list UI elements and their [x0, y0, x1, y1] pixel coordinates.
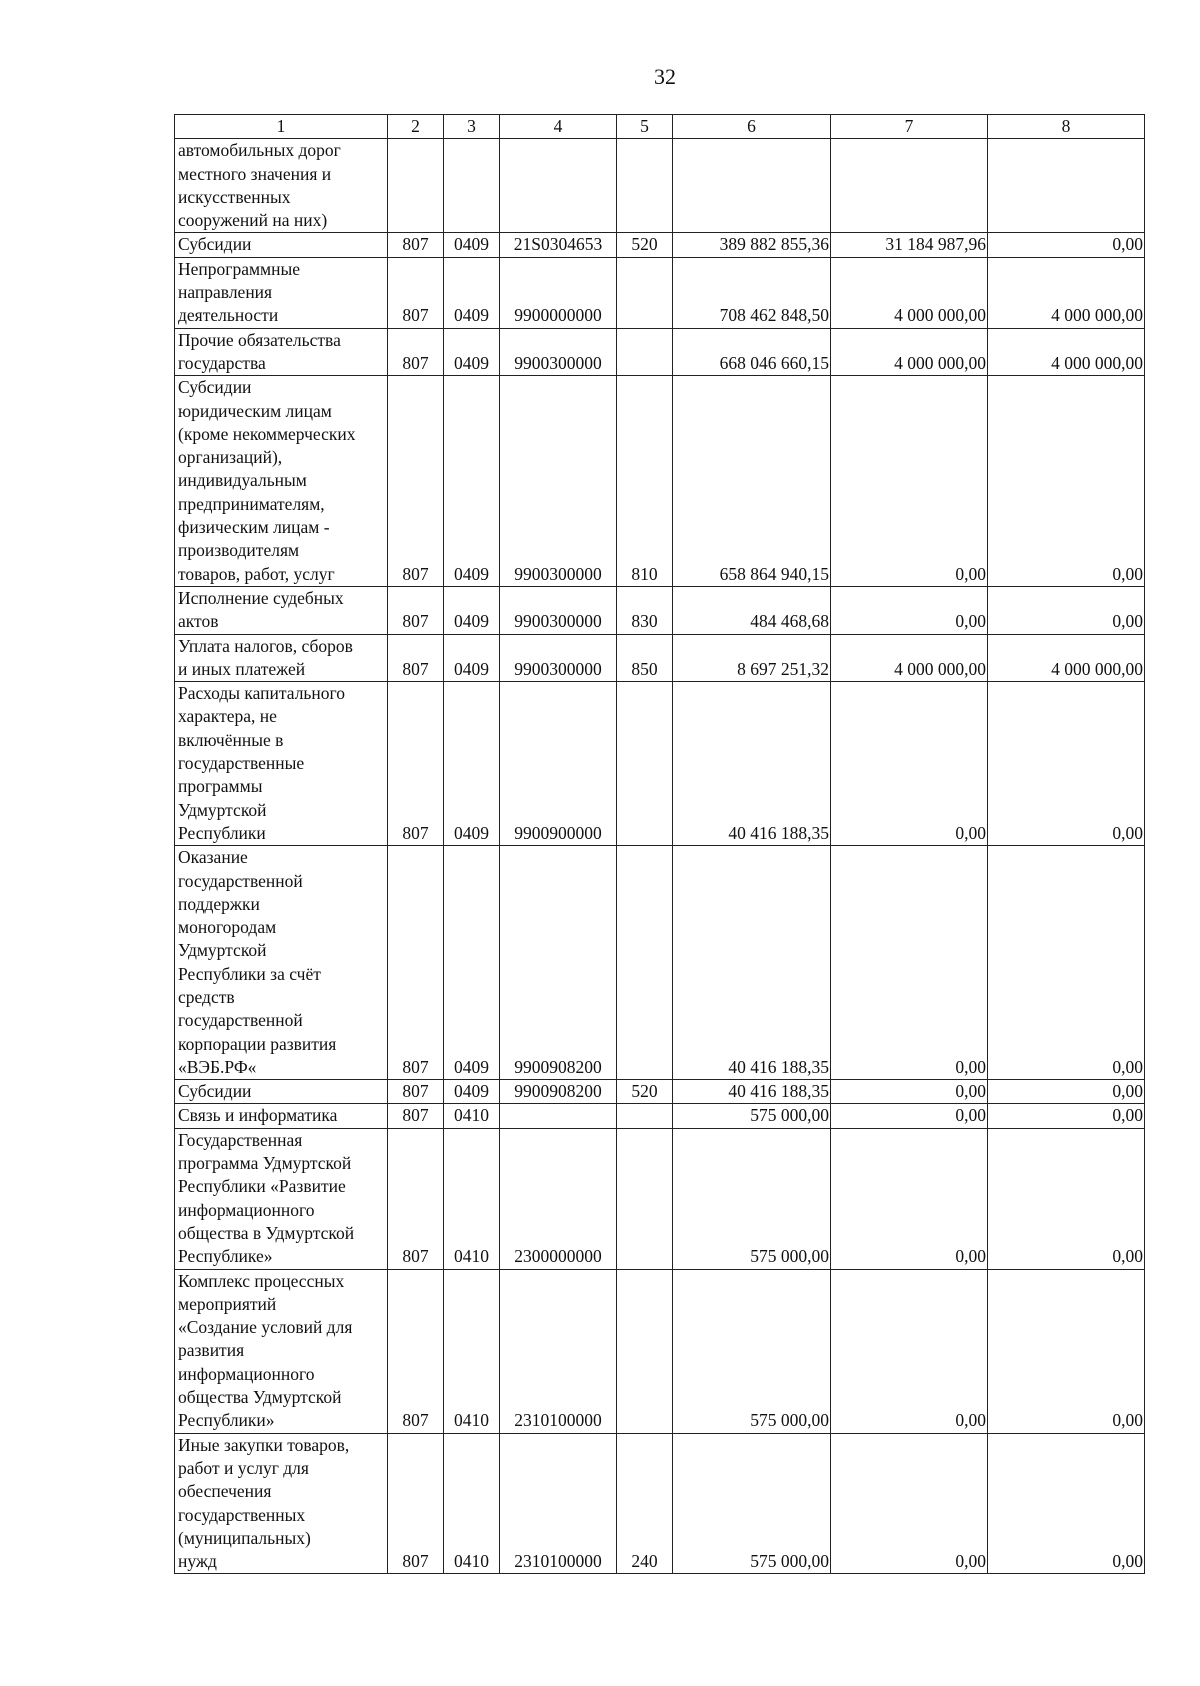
cell-amount-col7: 4 000 000,00	[831, 634, 988, 682]
table-row	[175, 586, 1145, 634]
cell-ministry-code: 807	[388, 1269, 444, 1433]
cell-section-code: 0409	[444, 257, 500, 328]
column-header-6: 6	[673, 115, 831, 139]
cell-amount-col6: 668 046 660,15	[673, 328, 831, 376]
cell-ministry-code: 807	[388, 328, 444, 376]
cell-expense-type	[617, 846, 673, 1080]
cell-section-code: 0409	[444, 586, 500, 634]
cell-section-code: 0409	[444, 634, 500, 682]
cell-expense-type	[617, 1128, 673, 1269]
cell-amount-col6: 40 416 188,35	[673, 682, 831, 846]
column-header-3: 3	[444, 115, 500, 139]
column-header-7: 7	[831, 115, 988, 139]
cell-section-code	[444, 139, 500, 233]
cell-amount-col6: 484 468,68	[673, 586, 831, 634]
cell-section-code: 0410	[444, 1269, 500, 1433]
column-header-1: 1	[175, 115, 388, 139]
cell-name: Субсидии	[175, 233, 388, 257]
cell-name: Иные закупки товаров, работ и услуг для обеспечения государственных (муниципальных) нужд	[175, 1433, 388, 1574]
column-header-2: 2	[388, 115, 444, 139]
cell-amount-col7: 0,00	[831, 586, 988, 634]
cell-name: Субсидии	[175, 1080, 388, 1104]
cell-expense-type	[617, 328, 673, 376]
table-row	[175, 846, 1145, 1080]
cell-amount-col6: 575 000,00	[673, 1128, 831, 1269]
cell-amount-col7	[831, 139, 988, 233]
cell-amount-col6: 389 882 855,36	[673, 233, 831, 257]
table-row	[175, 376, 1145, 587]
cell-amount-col8	[988, 139, 1145, 233]
cell-amount-col6: 575 000,00	[673, 1104, 831, 1128]
cell-target-article: 2300000000	[500, 1128, 617, 1269]
cell-amount-col7: 0,00	[831, 1104, 988, 1128]
cell-amount-col6: 40 416 188,35	[673, 846, 831, 1080]
cell-target-article: 2310100000	[500, 1269, 617, 1433]
cell-amount-col8: 0,00	[988, 233, 1145, 257]
cell-amount-col6: 708 462 848,50	[673, 257, 831, 328]
cell-name: Уплата налогов, сборов и иных платежей	[175, 634, 388, 682]
cell-ministry-code: 807	[388, 1104, 444, 1128]
cell-ministry-code: 807	[388, 1128, 444, 1269]
table-row	[175, 328, 1145, 376]
cell-amount-col8: 4 000 000,00	[988, 257, 1145, 328]
cell-target-article: 9900900000	[500, 682, 617, 846]
column-header-4: 4	[500, 115, 617, 139]
cell-amount-col6: 658 864 940,15	[673, 376, 831, 587]
cell-name: Расходы капитального характера, не включённые в государственные программы Удмуртской Республики	[175, 682, 388, 846]
cell-expense-type: 240	[617, 1433, 673, 1574]
cell-target-article: 9900300000	[500, 634, 617, 682]
cell-expense-type: 520	[617, 1080, 673, 1104]
cell-amount-col7: 0,00	[831, 846, 988, 1080]
table-row	[175, 1104, 1145, 1128]
table-body	[175, 115, 1145, 1574]
cell-name: Непрограммные направления деятельности	[175, 257, 388, 328]
cell-expense-type	[617, 682, 673, 846]
column-header-8: 8	[988, 115, 1145, 139]
table-row	[175, 1128, 1145, 1269]
cell-amount-col7: 0,00	[831, 1433, 988, 1574]
cell-section-code: 0409	[444, 233, 500, 257]
cell-ministry-code: 807	[388, 1080, 444, 1104]
cell-amount-col6: 575 000,00	[673, 1269, 831, 1433]
cell-amount-col8: 0,00	[988, 1433, 1145, 1574]
cell-expense-type	[617, 1104, 673, 1128]
cell-section-code: 0410	[444, 1128, 500, 1269]
column-header-5: 5	[617, 115, 673, 139]
cell-expense-type	[617, 257, 673, 328]
cell-amount-col8: 4 000 000,00	[988, 328, 1145, 376]
cell-section-code: 0410	[444, 1433, 500, 1574]
cell-amount-col7: 0,00	[831, 682, 988, 846]
cell-expense-type: 520	[617, 233, 673, 257]
cell-target-article: 9900300000	[500, 586, 617, 634]
cell-amount-col8: 0,00	[988, 1080, 1145, 1104]
table-row	[175, 233, 1145, 257]
cell-section-code: 0409	[444, 1080, 500, 1104]
cell-target-article	[500, 1104, 617, 1128]
cell-name: Государственная программа Удмуртской Республики «Развитие информационного общества в Удмуртской Республике»	[175, 1128, 388, 1269]
cell-amount-col7: 0,00	[831, 1080, 988, 1104]
table-header-row	[175, 115, 1145, 139]
cell-name: Оказание государственной поддержки моногородам Удмуртской Республики за счёт средств государственной корпорации развития «ВЭБ.РФ«	[175, 846, 388, 1080]
cell-amount-col7: 31 184 987,96	[831, 233, 988, 257]
cell-amount-col6: 40 416 188,35	[673, 1080, 831, 1104]
cell-expense-type: 850	[617, 634, 673, 682]
budget-table	[174, 114, 1145, 1574]
cell-amount-col6: 575 000,00	[673, 1433, 831, 1574]
cell-ministry-code: 807	[388, 846, 444, 1080]
cell-ministry-code	[388, 139, 444, 233]
cell-amount-col8: 0,00	[988, 376, 1145, 587]
cell-name: Субсидии юридическим лицам (кроме некоммерческих организаций), индивидуальным предпринимателям, физическим лицам - производителям товаров, работ, услуг	[175, 376, 388, 587]
cell-target-article: 21S0304653	[500, 233, 617, 257]
cell-amount-col8: 0,00	[988, 1269, 1145, 1433]
table-row	[175, 634, 1145, 682]
table-row	[175, 1433, 1145, 1574]
cell-amount-col8: 0,00	[988, 682, 1145, 846]
cell-amount-col6	[673, 139, 831, 233]
table-row	[175, 257, 1145, 328]
cell-section-code: 0409	[444, 376, 500, 587]
table-row	[175, 1080, 1145, 1104]
cell-section-code: 0410	[444, 1104, 500, 1128]
cell-target-article: 9900908200	[500, 846, 617, 1080]
cell-section-code: 0409	[444, 328, 500, 376]
cell-name: Прочие обязательства государства	[175, 328, 388, 376]
cell-target-article: 9900300000	[500, 328, 617, 376]
cell-amount-col6: 8 697 251,32	[673, 634, 831, 682]
cell-ministry-code: 807	[388, 257, 444, 328]
page-number: 32	[654, 64, 676, 89]
cell-amount-col7: 0,00	[831, 1128, 988, 1269]
cell-amount-col8: 0,00	[988, 586, 1145, 634]
cell-expense-type: 810	[617, 376, 673, 587]
cell-amount-col8: 4 000 000,00	[988, 634, 1145, 682]
cell-target-article: 9900300000	[500, 376, 617, 587]
cell-ministry-code: 807	[388, 376, 444, 587]
cell-name: автомобильных дорог местного значения и искусственных сооружений на них)	[175, 139, 388, 233]
cell-target-article: 9900000000	[500, 257, 617, 328]
cell-expense-type	[617, 139, 673, 233]
cell-expense-type	[617, 1269, 673, 1433]
cell-name: Связь и информатика	[175, 1104, 388, 1128]
cell-ministry-code: 807	[388, 586, 444, 634]
cell-amount-col7: 4 000 000,00	[831, 328, 988, 376]
cell-section-code: 0409	[444, 846, 500, 1080]
cell-ministry-code: 807	[388, 1433, 444, 1574]
table-row	[175, 139, 1145, 233]
cell-expense-type: 830	[617, 586, 673, 634]
cell-name: Комплекс процессных мероприятий «Создание условий для развития информационного общества Удмуртской Республики»	[175, 1269, 388, 1433]
cell-name: Исполнение судебных актов	[175, 586, 388, 634]
cell-target-article: 9900908200	[500, 1080, 617, 1104]
cell-target-article	[500, 139, 617, 233]
cell-amount-col7: 0,00	[831, 376, 988, 587]
cell-ministry-code: 807	[388, 682, 444, 846]
table-row	[175, 682, 1145, 846]
cell-section-code: 0409	[444, 682, 500, 846]
table-row	[175, 1269, 1145, 1433]
cell-amount-col7: 0,00	[831, 1269, 988, 1433]
cell-amount-col8: 0,00	[988, 846, 1145, 1080]
cell-amount-col8: 0,00	[988, 1104, 1145, 1128]
cell-amount-col7: 4 000 000,00	[831, 257, 988, 328]
cell-target-article: 2310100000	[500, 1433, 617, 1574]
cell-amount-col8: 0,00	[988, 1128, 1145, 1269]
cell-ministry-code: 807	[388, 233, 444, 257]
cell-ministry-code: 807	[388, 634, 444, 682]
